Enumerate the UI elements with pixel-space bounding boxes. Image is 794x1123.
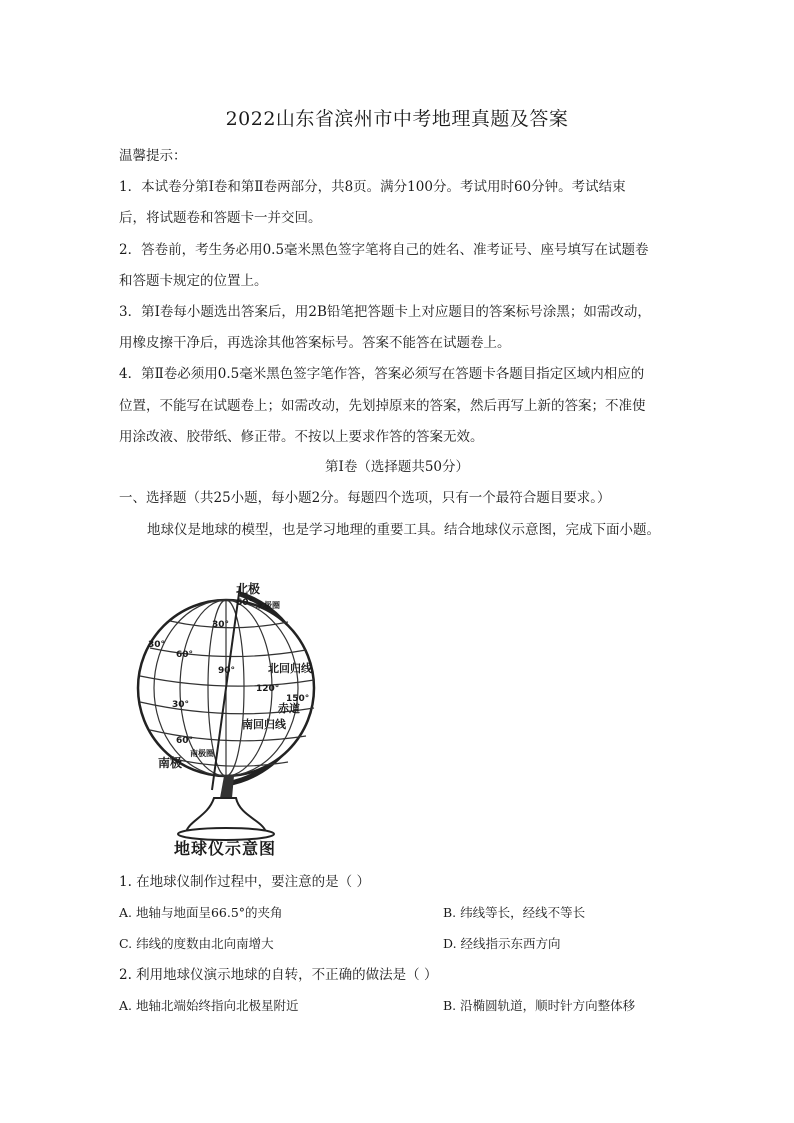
question-1-option-d[interactable]: D. 经线指示东西方向	[443, 936, 561, 951]
part-heading: 一、选择题（共25小题，每小题2分。每题四个选项，只有一个最符合题目要求。）	[119, 490, 611, 506]
lon-120-label: 120°	[256, 684, 280, 694]
section-title: 第Ⅰ卷（选择题共50分）	[324, 459, 469, 475]
question-intro: 地球仪是地球的模型，也是学习地理的重要工具。结合地球仪示意图，完成下面小题。	[147, 522, 660, 538]
page-title: 2022山东省滨州市中考地理真题及答案	[225, 108, 569, 130]
equator-label: 赤道	[278, 702, 300, 715]
question-2-option-a[interactable]: A. 地轴北端始终指向北极星附近	[119, 998, 299, 1013]
tips-line-8: 位置，不能写在试题卷上；如需改动，先划掉原来的答案，然后再写上新的答案；不准使	[119, 398, 646, 414]
question-1-option-b[interactable]: B. 纬线等长，经线不等长	[443, 905, 586, 920]
question-1-option-c[interactable]: C. 纬线的度数由北向南增大	[119, 936, 274, 951]
tips-line-6: 用橡皮擦干净后，再选涂其他答案标号。答案不能答在试题卷上。	[119, 335, 511, 351]
tips-line-5: 3．第Ⅰ卷每小题选出答案后，用2B铅笔把答题卡上对应题目的答案标号涂黑；如需改动，	[119, 304, 651, 320]
lat-60s-label: 60°	[176, 736, 194, 746]
tips-line-9: 用涂改液、胶带纸、修正带。不按以上要求作答的答案无效。	[119, 429, 484, 445]
lon-150-label: 150°	[286, 694, 310, 704]
question-2-option-b[interactable]: B. 沿椭圆轨道，顺时针方向整体移	[443, 998, 636, 1013]
tips-line-7: 4．第Ⅱ卷必须用0.5毫米黑色签字笔作答，答案必须写在答题卡各题目指定区域内相应的	[119, 366, 645, 382]
question-1-option-a[interactable]: A. 地轴与地面呈66.5°的夹角	[119, 905, 283, 920]
antarctic-circle-label: 南极圈	[190, 749, 214, 758]
arctic-circle-label: 北极圈	[256, 601, 280, 610]
lat-60n-label: 60°	[236, 598, 254, 608]
stand-pedestal	[186, 798, 266, 832]
lon-60-label: 60°	[176, 650, 194, 660]
lon-90-label: 90°	[218, 666, 236, 676]
tips-line-1: 1．本试卷分第Ⅰ卷和第Ⅱ卷两部分，共8页。满分100分。考试用时60分钟。考试结束	[119, 179, 626, 195]
lat-30s-label: 30°	[172, 700, 190, 710]
tips-heading: 温馨提示：	[119, 148, 187, 164]
tropic-capricorn-label: 南回归线	[242, 718, 286, 731]
stand-neck	[220, 776, 234, 798]
tips-line-2: 后，将试题卷和答题卡一并交回。	[119, 210, 322, 226]
tropic-cancer-label: 北回归线	[268, 662, 312, 675]
north-pole-label: 北极	[236, 582, 261, 596]
question-1-stem: 1. 在地球仪制作过程中，要注意的是（ ）	[119, 874, 370, 890]
tips-line-4: 和答题卡规定的位置上。	[119, 273, 268, 289]
south-pole-label: 南极	[158, 756, 183, 770]
globe-figure	[128, 576, 368, 866]
lat-30n-label: 30°	[212, 620, 230, 630]
question-2-stem: 2. 利用地球仪演示地球的自转，不正确的做法是（ ）	[119, 967, 438, 983]
lon-30-label: 30°	[148, 640, 166, 650]
tips-line-3: 2．答卷前，考生务必用0.5毫米黑色签字笔将自己的姓名、准考证号、座号填写在试题卷	[119, 242, 649, 258]
figure-caption: 地球仪示意图	[174, 839, 277, 858]
